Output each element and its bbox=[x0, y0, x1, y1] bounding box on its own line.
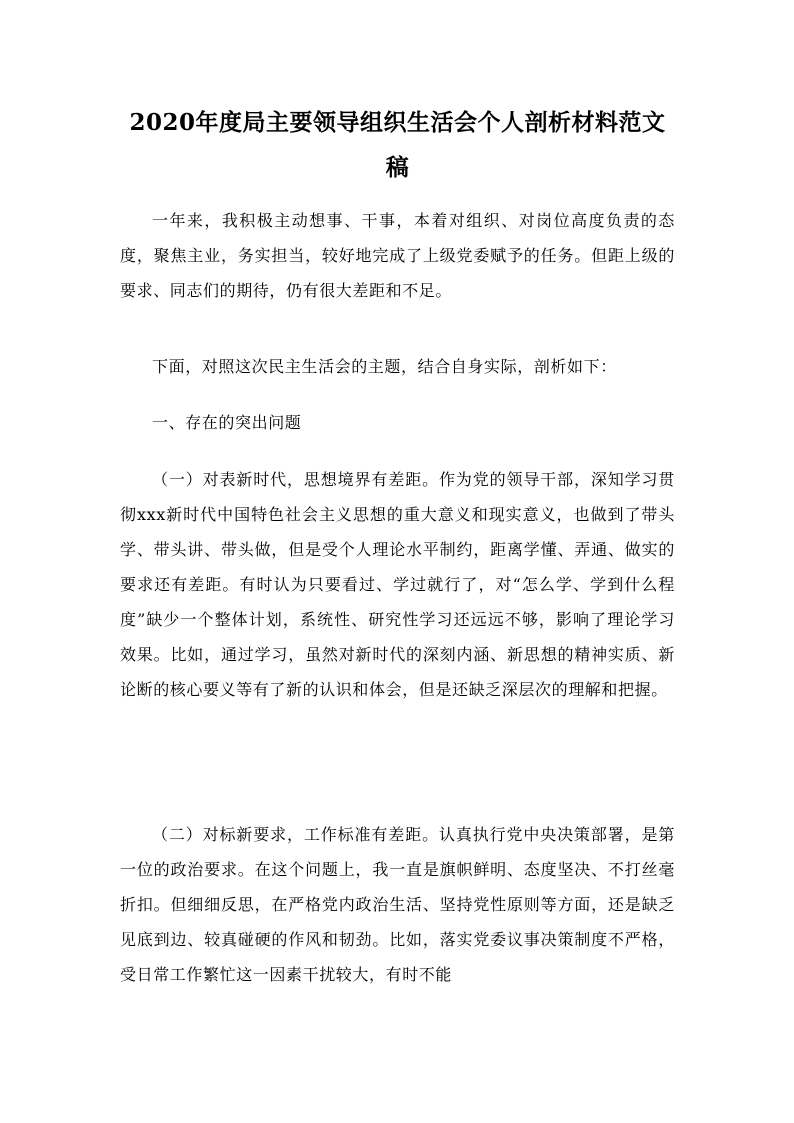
paragraph-analysis-lead: 下面，对照这次民主生活会的主题，结合自身实际，剖析如下： bbox=[152, 357, 617, 376]
document-title: 2020年度局主要领导组织生活会个人剖析材料范文稿 bbox=[129, 109, 666, 181]
paragraph-problem-one: （一）对表新时代，思想境界有差距。作为党的领导干部，深知学习贯彻xxx新时代中国特色社会主义思想的重大意义和现实意义，也做到了带头学、带头讲、带头做，但是受个人理论水平制约，距离学懂、弄通、做实的要求还有差距。有时认为只要看过、学过就行了，对“怎么学、学到什么程度”缺少一个整体计划，系统性、研究性学习还远远不够，影响了理论学习效果。比如，通过学习，虽然对新时代的深刻内涵、新思想的精神实质、新论断的核心要义等有了新的认识和体会，但是还缺乏深层次的理解和把握。 bbox=[120, 470, 675, 699]
paragraph-problem-two: （二）对标新要求，工作标准有差距。认真执行党中央决策部署，是第一位的政治要求。在这个问题上，我一直是旗帜鲜明、态度坚决、不打丝毫折扣。但细细反思，在严格党内政治生活、坚持党性原则等方面，还是缺乏见底到边、较真碰硬的作风和韧劲。比如，落实党委议事决策制度不严格，受日常工作繁忙这一因素干扰较大，有时不能 bbox=[120, 825, 675, 984]
section-heading-problems: 一、存在的突出问题 bbox=[152, 413, 302, 432]
paragraph-intro: 一年来，我积极主动想事、干事，本着对组织、对岗位高度负责的态度，聚焦主业，务实担当，较好地完成了上级党委赋予的任务。但距上级的要求、同志们的期待，仍有很大差距和不足。 bbox=[120, 211, 675, 300]
